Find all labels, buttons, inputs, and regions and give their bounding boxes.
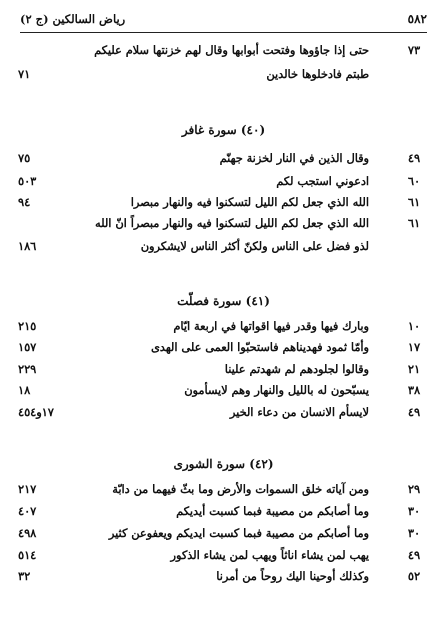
verse-text: الله الذي جعل لكم الليل لتسكنوا فيه والنهار مبصرا bbox=[130, 195, 369, 209]
verse-text: يسبّحون له بالليل والنهار وهم لايسأمون bbox=[184, 383, 369, 397]
verse-number: ٤٩ bbox=[407, 151, 421, 165]
index-row bbox=[18, 148, 427, 168]
page-reference: ٤٠٧ bbox=[18, 504, 37, 518]
verse-text: حتى إذا جاؤوها وفتحت أبوابها وقال لهم خزنتها سلام عليكم bbox=[94, 43, 369, 57]
verse-text: وبارك فيها وقدر فيها اقواتها في اربعة ايّام bbox=[173, 319, 369, 333]
index-row bbox=[18, 171, 427, 191]
index-row bbox=[18, 359, 427, 379]
verse-number: ٣٨ bbox=[407, 383, 421, 397]
running-title: رياض السالكين (ج ٢) bbox=[20, 12, 126, 26]
page-reference: ٥٠٣ bbox=[18, 174, 37, 188]
verse-number: ٥٢ bbox=[407, 569, 421, 583]
verse-text: وقال الذين في النار لخزنة جهنّم bbox=[219, 151, 369, 165]
page-reference: ٤٩٨ bbox=[18, 526, 37, 540]
verse-text: وما أصابكم من مصيبة فبما كسبت ايديكم ويعفوعن كثير bbox=[108, 526, 369, 540]
verse-text: وما أصابكم من مصيبة فبما كسبت أيديكم bbox=[176, 504, 369, 518]
index-row bbox=[18, 337, 427, 357]
page-reference: ١٨ bbox=[18, 383, 31, 397]
index-row bbox=[18, 316, 427, 336]
index-row bbox=[18, 192, 427, 212]
section-title: (٤٢) سورة الشورى bbox=[173, 457, 274, 471]
verse-number: ٣٠ bbox=[407, 526, 421, 540]
verse-text: يهب لمن يشاء اناثاً ويهب لمن يشاء الذكور bbox=[170, 548, 369, 562]
verse-text: وأمّا ثمود فهديناهم فاستحبّوا العمى على الهدى bbox=[150, 340, 369, 354]
index-row bbox=[18, 236, 427, 256]
verse-number: ٤٩ bbox=[407, 548, 421, 562]
page-reference: ٥١٤ bbox=[18, 548, 37, 562]
verse-number: ٦٠ bbox=[407, 174, 421, 188]
page-reference: ١٥٧ bbox=[18, 340, 37, 354]
verse-text: وكذلك أوحينا اليك روحاً من أمرنا bbox=[216, 569, 369, 583]
page-number: ٥٨٢ bbox=[407, 12, 427, 26]
verse-number: ١٧ bbox=[407, 340, 421, 354]
page-reference: ١٧و٤٥٤ bbox=[18, 405, 54, 419]
verse-number: ٢١ bbox=[407, 362, 421, 376]
index-row bbox=[18, 545, 427, 565]
verse-number: ٣٠ bbox=[407, 504, 421, 518]
page-reference: ٣٢ bbox=[18, 569, 31, 583]
verse-text: طبتم فادخلوها خالدين bbox=[266, 67, 369, 81]
index-row bbox=[18, 380, 427, 400]
verse-text: الله الذي جعل لكم الليل لتسكنوا فيه والنهار مبصراً انّ الله bbox=[95, 216, 369, 230]
index-row bbox=[18, 40, 427, 60]
index-row bbox=[18, 501, 427, 521]
verse-number: ٧٣ bbox=[407, 43, 421, 57]
index-row bbox=[18, 479, 427, 499]
index-row bbox=[18, 566, 427, 586]
verse-text: لايسأم الانسان من دعاء الخير bbox=[229, 405, 369, 419]
verse-text: لذو فضل على الناس ولكنّ أكثر الناس لايشكرون bbox=[140, 239, 369, 253]
section-title: (٤١) سورة فصلّت bbox=[177, 294, 270, 308]
index-row bbox=[18, 402, 427, 422]
page-reference: ١٨٦ bbox=[18, 239, 37, 253]
verse-text: ادعوني استجب لكم bbox=[276, 174, 369, 188]
verse-text: وقالوا لجلودهم لم شهدتم علينا bbox=[224, 362, 369, 376]
verse-number: ٤٩ bbox=[407, 405, 421, 419]
index-row bbox=[18, 64, 427, 84]
index-row bbox=[18, 523, 427, 543]
page-reference: ٢٢٩ bbox=[18, 362, 37, 376]
page-reference: ٢١٥ bbox=[18, 319, 37, 333]
section-title: (٤٠) سورة غافر bbox=[181, 123, 266, 137]
verse-number: ٢٩ bbox=[407, 482, 421, 496]
verse-number: ٦١ bbox=[407, 216, 421, 230]
page-reference: ٩٤ bbox=[18, 195, 31, 209]
verse-number: ١٠ bbox=[407, 319, 421, 333]
page-reference: ٢١٧ bbox=[18, 482, 37, 496]
verse-number: ٦١ bbox=[407, 195, 421, 209]
verse-text: ومن آياته خلق السموات والأرض وما بثّ فيهما من دابّة bbox=[112, 482, 369, 496]
index-row bbox=[18, 213, 427, 233]
page-reference: ٧٥ bbox=[18, 151, 31, 165]
page-reference: ٧١ bbox=[18, 67, 31, 81]
page-header bbox=[20, 10, 427, 33]
